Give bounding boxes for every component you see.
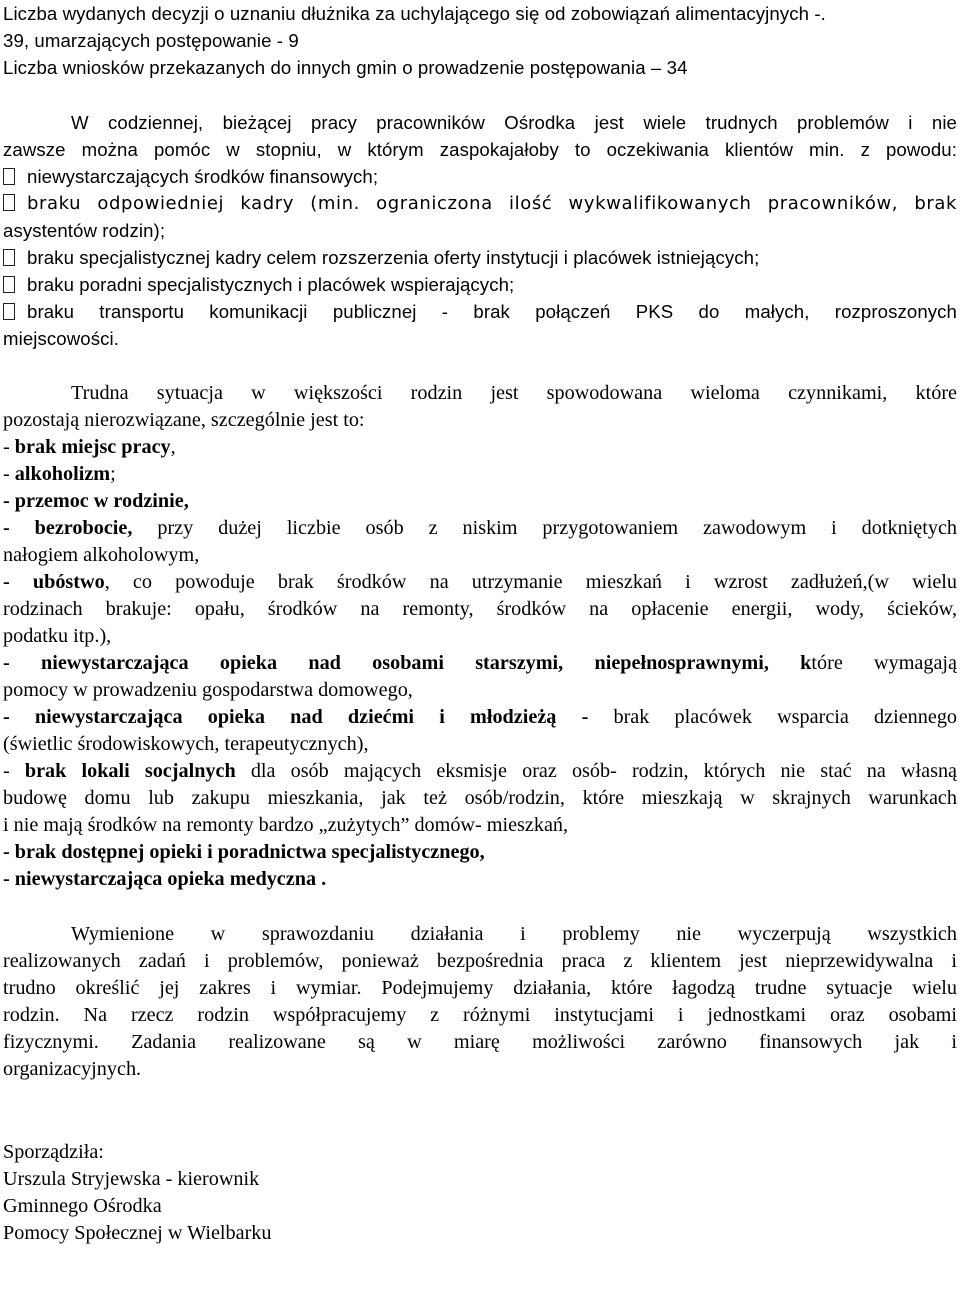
problem-item (3, 298, 957, 325)
cause-item (3, 461, 957, 488)
cause-dash: - (3, 760, 25, 782)
cause-item (3, 704, 957, 731)
problem-item-text: niewystarczających środków finansowych; (27, 166, 379, 187)
document-page (3, 0, 957, 1247)
cause-item (3, 434, 957, 461)
cause-dash: - (3, 463, 15, 485)
problem-item-text: braku poradni specjalistycznych i placówek wspierających; (27, 274, 515, 295)
problem-item (3, 271, 957, 298)
cause-dash: - (3, 436, 15, 458)
cause-item-continuation: rodzinach brakuje: opału, środków na remonty, środków na opłacenie energii, wody, ścieków, (3, 598, 957, 620)
problem-item (3, 190, 957, 217)
problem-item-continuation: miejscowości. (3, 328, 119, 349)
causes-intro-line: Trudna sytuacja w większości rodzin jest spowodowana wieloma czynnikami, które (71, 382, 957, 404)
summary-line: trudno określić jej zakres i wymiar. Podejmujemy działania, które łagodzą trudne sytuacje wielu (3, 977, 957, 999)
cause-keyword: - niewystarczająca opieka nad dziećmi i młodzieżą - (3, 706, 589, 728)
cause-text: dla osób mających eksmisje oraz osób- rodzin, których nie stać na własną (235, 760, 957, 782)
cause-keyword: alkoholizm (14, 463, 111, 485)
summary-line: organizacyjnych. (3, 1058, 142, 1080)
empty-square-icon (3, 303, 15, 320)
summary-section (3, 921, 957, 1083)
cause-keyword: - brak dostępnej opieki i poradnictwa specjalistycznego, (3, 841, 485, 863)
signature-name: Urszula Stryjewska - kierownik (3, 1168, 260, 1190)
cause-keyword: - niewystarczająca opieka nad osobami starszymi, niepełnosprawnymi, k (3, 652, 812, 674)
cause-item-continuation: nałogiem alkoholowym, (3, 544, 200, 566)
causes-intro-line: pozostają nierozwiązane, szczególnie jest to: (3, 409, 365, 431)
cause-item-continuation: podatku itp.), (3, 625, 112, 647)
problem-item (3, 163, 957, 190)
cause-text: , co powoduje brak środków na utrzymanie mieszkań i wzrost zadłużeń,(w wielu (104, 571, 957, 593)
cause-item (3, 515, 957, 542)
cause-item-continuation: i nie mają środków na remonty bardzo „zużytych” domów- mieszkań, (3, 814, 569, 836)
cause-item-continuation: budowę domu lub zakupu mieszkania, jak też osób/rodzin, które mieszkają w skrajnych warunkach (3, 787, 957, 809)
empty-square-icon (3, 168, 15, 185)
empty-square-icon (3, 276, 15, 293)
summary-line: rodzin. Na rzecz rodzin współpracujemy z różnymi instytucjami i jednostkami oraz osobami (3, 1004, 957, 1026)
summary-line: Wymienione w sprawozdaniu działania i problemy nie wyczerpują wszystkich (71, 923, 957, 945)
cause-keyword: brak lokali socjalnych (24, 760, 236, 782)
cause-keyword: - niewystarczająca opieka medyczna . (3, 868, 327, 890)
summary-line: realizowanych zadań i problemów, ponieważ bezpośrednia praca z klientem jest nieprzewidywalna i (3, 950, 957, 972)
problem-item-text: braku specjalistycznej kadry celem rozszerzenia oferty instytucji i placówek istniejących; (27, 247, 760, 268)
signature-section (3, 1139, 957, 1247)
cause-item-continuation: (świetlic środowiskowych, terapeutycznych), (3, 733, 369, 755)
cause-text: przy dużej liczbie osób z niskim przygotowaniem zawodowym i dotkniętych (132, 517, 957, 539)
cause-text: ; (110, 463, 116, 485)
cause-text: tóre wymagają (811, 652, 957, 674)
cause-keyword: - przemoc w rodzinie, (3, 490, 189, 512)
stats-line: 39, umarzających postępowanie - 9 (3, 30, 299, 51)
empty-square-icon (3, 194, 15, 211)
causes-section (3, 380, 957, 893)
stats-line: Liczba wydanych decyzji o uznaniu dłużnika za uchylającego się od zobowiązań alimentacyjnych -. (3, 3, 826, 24)
cause-item (3, 488, 957, 515)
signature-org: Gminnego Ośrodka (3, 1195, 162, 1217)
cause-keyword: - ubóstwo (3, 571, 105, 593)
cause-item (3, 758, 957, 785)
cause-item-continuation: pomocy w prowadzeniu gospodarstwa domowego, (3, 679, 413, 701)
signature-label: Sporządziła: (3, 1141, 104, 1163)
cause-keyword: - bezrobocie, (3, 517, 133, 539)
signature-org: Pomocy Społecznej w Wielbarku (3, 1222, 272, 1244)
cause-keyword: brak miejsc pracy (14, 436, 171, 458)
cause-item (3, 569, 957, 596)
cause-item (3, 866, 957, 893)
stats-line: Liczba wniosków przekazanych do innych gmin o prowadzenie postępowania – 34 (3, 57, 688, 78)
problem-item-text: braku odpowiedniej kadry (min. ograniczona ilość wykwalifikowanych pracowników, brak (27, 193, 957, 214)
cause-item (3, 650, 957, 677)
problem-item-text: braku transportu komunikacji publicznej - brak połączeń PKS do małych, rozproszonych (27, 301, 957, 322)
summary-line: fizycznymi. Zadania realizowane są w miarę możliwości zarówno finansowych jak i (3, 1031, 957, 1053)
problems-intro-line: zawsze można pomóc w stopniu, w którym zaspokajałoby to oczekiwania klientów min. z powodu: (3, 139, 957, 160)
problem-item-continuation: asystentów rodzin); (3, 220, 166, 241)
problem-item (3, 244, 957, 271)
stats-section (3, 0, 957, 81)
problems-intro-line: W codziennej, bieżącej pracy pracowników Ośrodka jest wiele trudnych problemów i nie (71, 112, 957, 133)
problems-section (3, 109, 957, 352)
cause-text: brak placówek wsparcia dziennego (588, 706, 957, 728)
cause-item (3, 839, 957, 866)
cause-text: , (170, 436, 176, 458)
empty-square-icon (3, 249, 15, 266)
